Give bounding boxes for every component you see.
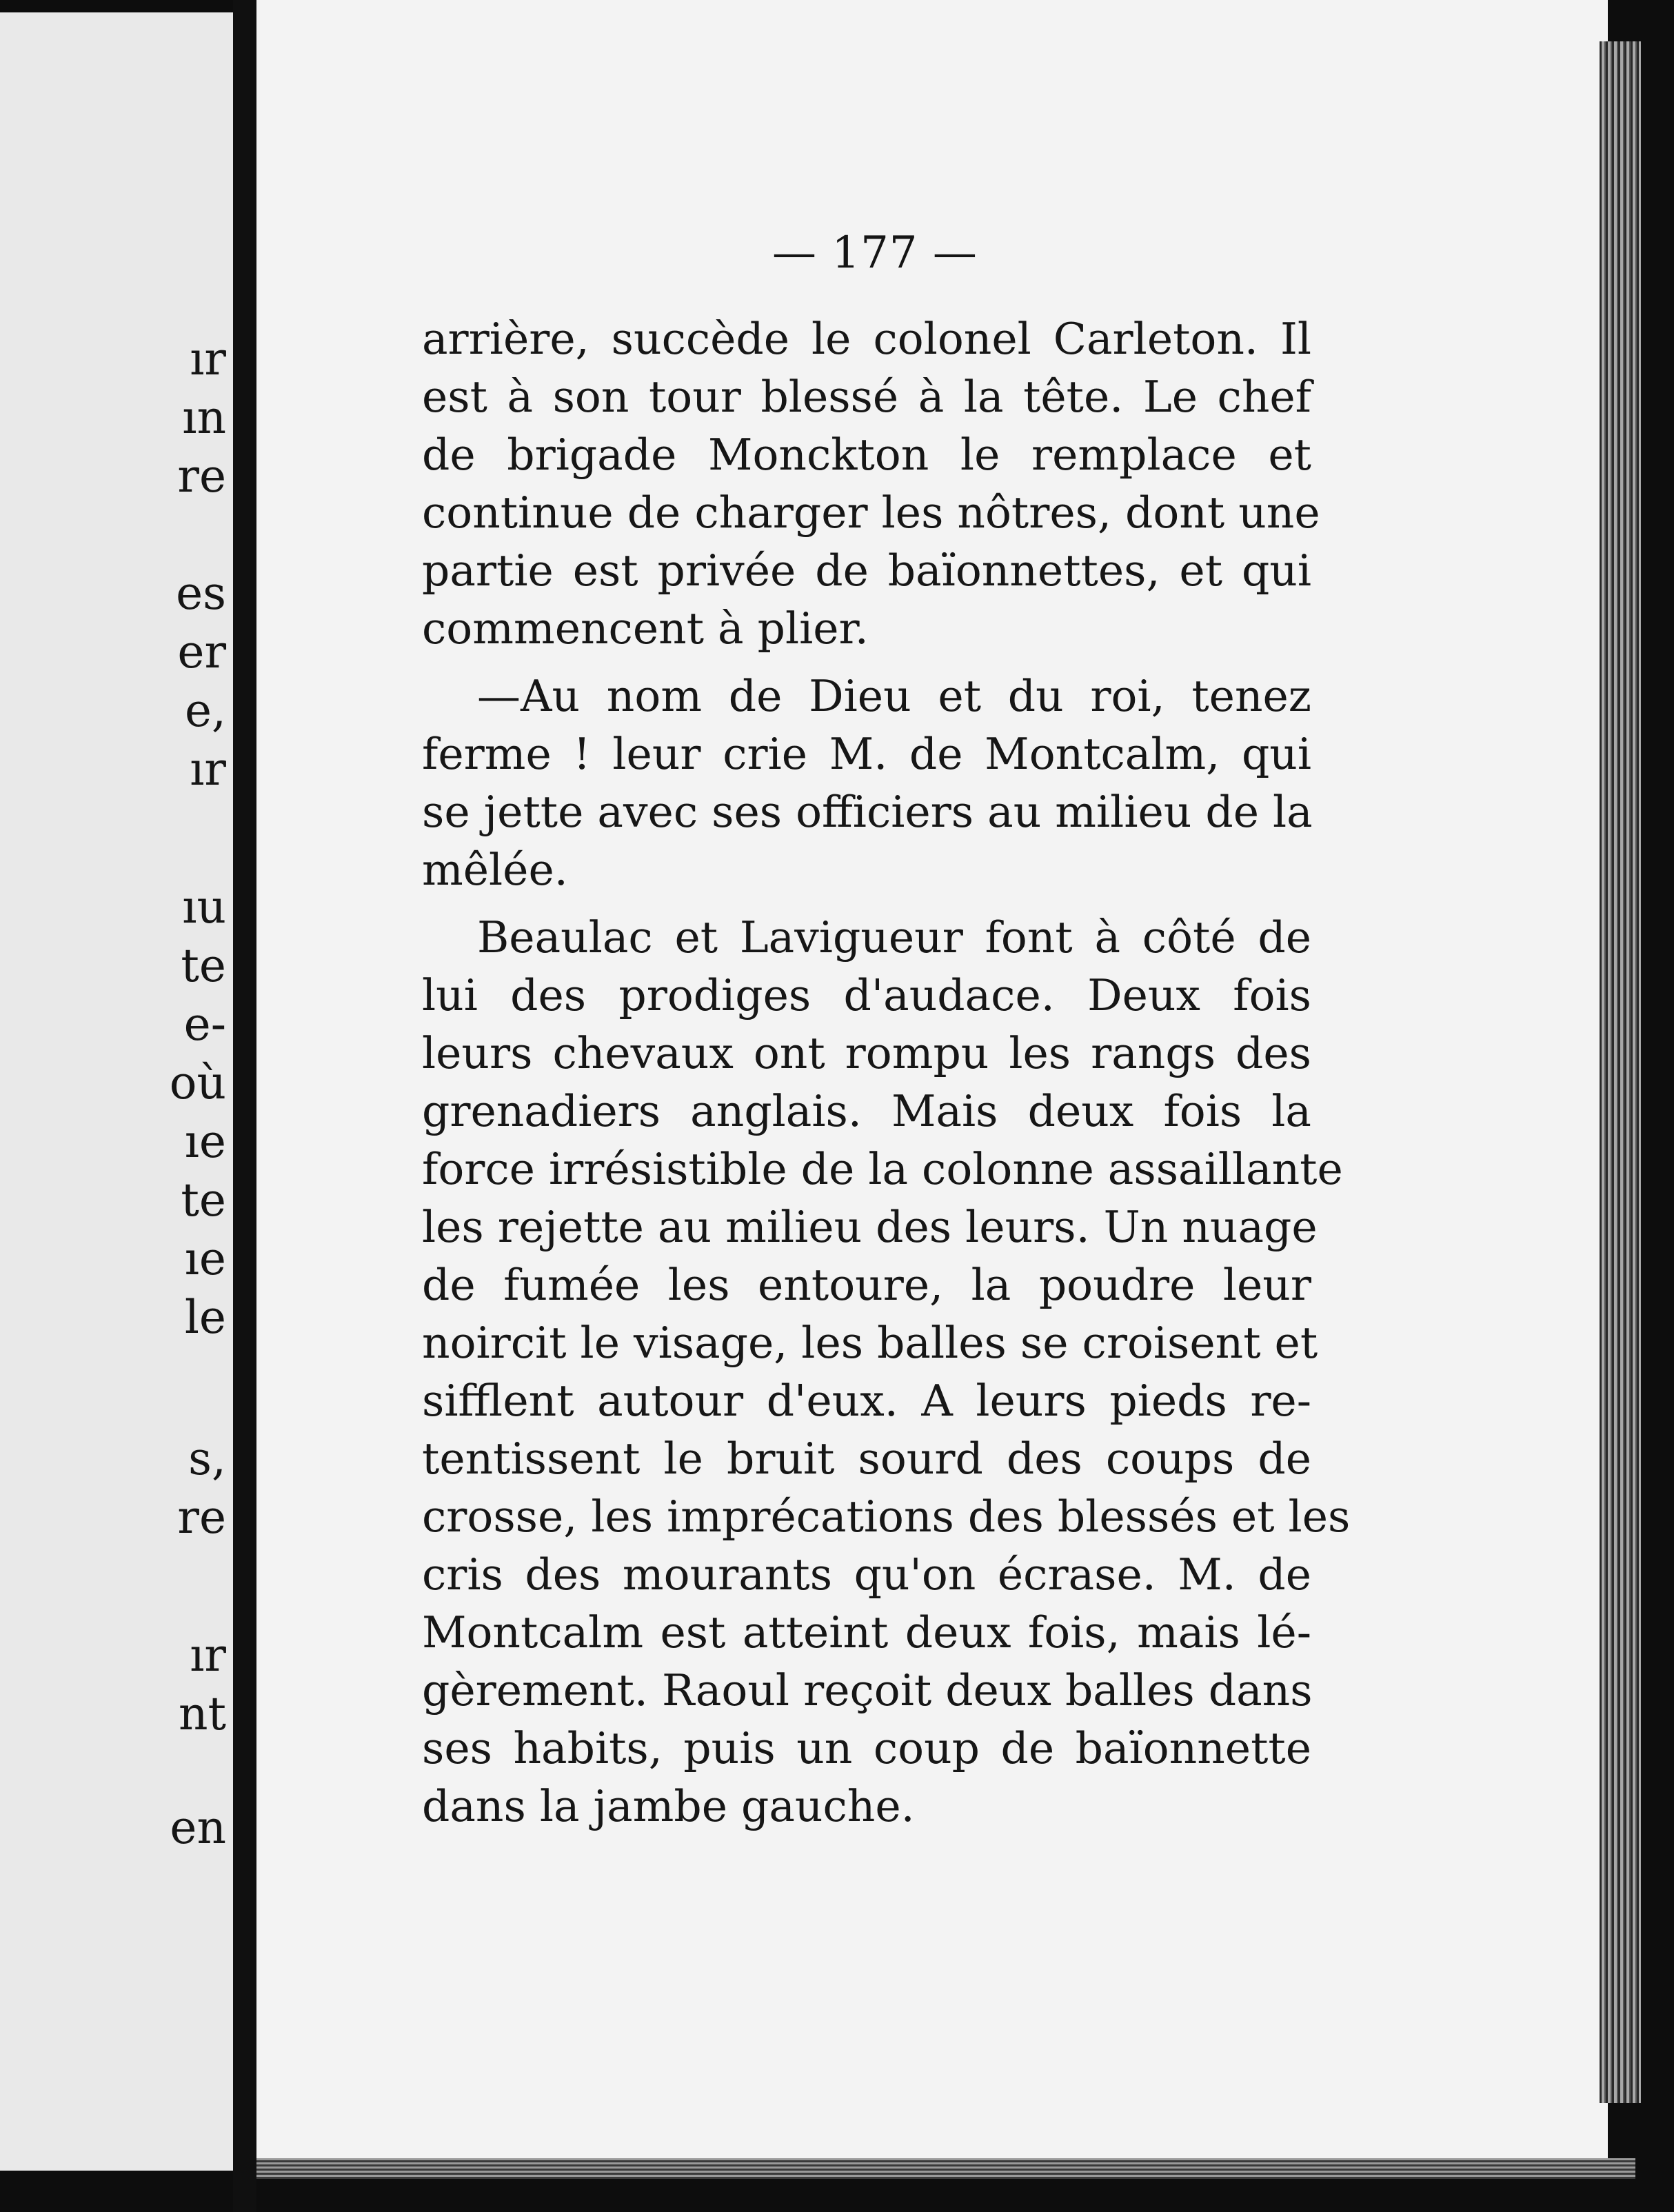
text-line: de fumée les entoure, la poudre leur xyxy=(422,1260,1311,1310)
fragment: te xyxy=(181,1174,226,1227)
text-line: les rejette au milieu des leurs. Un nuage xyxy=(422,1202,1318,1252)
text-line: noircit le visage, les balles se croisent et xyxy=(422,1318,1318,1368)
book-gutter xyxy=(233,0,256,2212)
text-line: ferme ! leur crie M. de Montcalm, qui xyxy=(422,729,1311,779)
fragment: es xyxy=(176,567,226,620)
fragment: où xyxy=(169,1056,226,1109)
text-line: arrière, succède le colonel Carleton. Il xyxy=(422,314,1311,364)
text-line: ses habits, puis un coup de baïonnette xyxy=(422,1723,1311,1773)
fragment: le xyxy=(184,1291,226,1344)
text-line: partie est privée de baïonnettes, et qui xyxy=(422,545,1311,596)
text-line: grenadiers anglais. Mais deux fois la xyxy=(422,1086,1311,1136)
text-line: Montcalm est atteint deux fois, mais lé- xyxy=(422,1607,1311,1658)
text-line: Beaulac et Lavigueur font à côté de xyxy=(477,912,1311,963)
page-number: — 177 — xyxy=(772,228,978,279)
fragment: re xyxy=(177,1491,226,1544)
fragment: ıe xyxy=(184,1115,226,1168)
text-line: commencent à plier. xyxy=(422,603,869,654)
text-line: tentissent le bruit sourd des coups de xyxy=(422,1434,1311,1484)
text-line: cris des mourants qu'on écrase. M. de xyxy=(422,1549,1311,1600)
text-line: gèrement. Raoul reçoit deux balles dans xyxy=(422,1665,1313,1716)
paragraph xyxy=(422,667,1311,899)
fragment: er xyxy=(177,625,226,678)
text-line: de brigade Monckton le remplace et xyxy=(422,430,1311,480)
page-bottom-edge xyxy=(256,2158,1635,2179)
fragment: nt xyxy=(178,1687,226,1740)
paragraph xyxy=(422,310,1320,658)
fragment: ıu xyxy=(182,881,226,934)
text-line: lui des prodiges d'audace. Deux fois xyxy=(422,970,1311,1020)
text-line: crosse, les imprécations des blessés et les xyxy=(422,1491,1351,1542)
body-text xyxy=(422,310,1351,1836)
text-line: leurs chevaux ont rompu les rangs des xyxy=(422,1028,1311,1078)
fragment: te xyxy=(181,939,226,992)
paragraph xyxy=(422,909,1351,1836)
text-line: se jette avec ses officiers au milieu de la xyxy=(422,787,1313,837)
text-line: dans la jambe gauche. xyxy=(422,1781,915,1831)
fragment: ır xyxy=(190,1629,226,1682)
fragment: e, xyxy=(184,684,226,737)
text-line: —Au nom de Dieu et du roi, tenez xyxy=(477,671,1311,721)
fragment: s, xyxy=(188,1432,226,1485)
fragment: ır xyxy=(190,743,226,796)
fragment: re xyxy=(177,450,226,503)
text-line: mêlée. xyxy=(422,845,568,895)
fragment: ın xyxy=(182,391,226,444)
text-line: force irrésistible de la colonne assaillante xyxy=(422,1144,1343,1194)
text-line: continue de charger les nôtres, dont une xyxy=(422,487,1320,538)
fragment: en xyxy=(170,1801,226,1854)
fragment: ır xyxy=(190,332,226,385)
facing-page-text-fragments xyxy=(0,12,233,2171)
page-edge-stack xyxy=(1600,41,1641,2103)
text-line: sifflent autour d'eux. A leurs pieds re- xyxy=(422,1376,1311,1426)
fragment: e- xyxy=(183,998,226,1051)
text-line: est à son tour blessé à la tête. Le chef xyxy=(422,372,1311,422)
fragment: ıe xyxy=(184,1232,226,1285)
facing-page-left xyxy=(0,12,233,2171)
